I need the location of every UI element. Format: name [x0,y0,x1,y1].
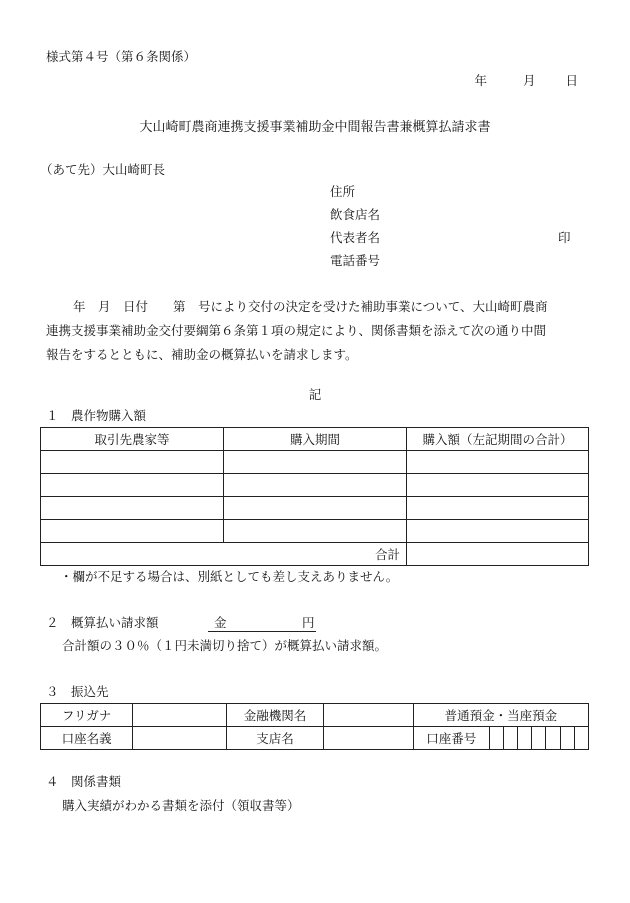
date-month: 月 [522,73,536,88]
section1-note: ・欄が不足する場合は、別紙としても差し支えありません。 [60,569,399,584]
addressee: （あて先）大山崎町長 [40,162,166,177]
bank-name-label: 金融機関名 [227,704,323,727]
deposit-type-select[interactable]: 普通預金・当座預金 [413,704,588,727]
account-digit-box[interactable] [560,727,574,750]
supplier-cell[interactable] [41,497,224,520]
account-digit-box[interactable] [532,727,546,750]
ki-heading: 記 [308,387,322,402]
kin-label: 金 [214,615,227,630]
account-digit-box[interactable] [518,727,532,750]
representative-label: 代表者名 [330,230,381,245]
account-digit-box[interactable] [546,727,560,750]
branch-label: 支店名 [227,727,323,750]
supplier-cell[interactable] [41,451,224,474]
bank-row-2 [41,727,589,750]
date-line [474,75,578,88]
furigana-label: フリガナ [41,704,133,727]
period-cell[interactable] [224,520,407,543]
bank-row-1 [41,704,589,727]
document-title: 大山崎町農商連携支援事業補助金中間報告書兼概算払請求書 [139,120,491,135]
phone-label: 電話番号 [330,253,381,268]
section4-text: 購入実績がわかる書類を添付（領収書等） [62,798,300,813]
period-cell[interactable] [224,497,407,520]
furigana-field[interactable] [133,704,227,727]
total-row [41,543,589,566]
table-header-row [41,428,589,451]
table-row [41,520,589,543]
body-line-1: 年 月 日付 第 号により交付の決定を受けた補助事業について、大山崎町農商 [73,299,548,314]
account-name-label: 口座名義 [41,727,133,750]
restaurant-label: 飲食店名 [330,207,381,222]
table-row [41,451,589,474]
section3-heading: ３ 振込先 [46,684,109,699]
table-row [41,497,589,520]
date-year: 年 [474,73,487,88]
period-cell[interactable] [224,451,407,474]
amount-cell[interactable] [407,474,589,497]
account-digit-box[interactable] [503,727,517,750]
amount-cell[interactable] [407,497,589,520]
form-number: 様式第４号（第６条関係） [46,49,197,64]
branch-field[interactable] [323,727,413,750]
section4-heading: ４ 関係書類 [46,774,122,789]
total-label: 合計 [41,543,407,566]
col-amount-header: 購入額（左記期間の合計） [407,428,589,451]
address-label: 住所 [330,184,356,199]
period-cell[interactable] [224,474,407,497]
amount-cell[interactable] [407,451,589,474]
supplier-cell[interactable] [41,520,224,543]
body-line-2: 連携支援事業補助金交付要綱第６条第１項の規定により、関係書類を添えて次の通り中間 [46,323,547,338]
account-number-label: 口座番号 [413,727,489,750]
account-digit-box[interactable] [574,727,588,750]
request-body [46,295,594,367]
table-row [41,474,589,497]
account-name-field[interactable] [133,727,227,750]
date-day: 日 [565,73,578,88]
account-digit-box[interactable] [489,727,503,750]
bank-account-table [40,703,589,750]
crop-purchase-table [40,427,589,566]
amount-cell[interactable] [407,520,589,543]
supplier-cell[interactable] [41,474,224,497]
section2-heading: ２ 概算払い請求額 [46,615,159,630]
amount-underline[interactable] [208,631,316,632]
yen-label: 円 [302,615,315,630]
section1-heading: １ 農作物購入額 [46,408,147,423]
col-supplier-header: 取引先農家等 [41,428,224,451]
body-line-3: 報告をするとともに、補助金の概算払いを請求します。 [46,347,358,362]
total-amount-cell[interactable] [407,543,589,566]
bank-name-field[interactable] [323,704,413,727]
section2-note: 合計額の３０％（１円未満切り捨て）が概算払い請求額。 [62,638,388,653]
seal-mark: 印 [558,230,571,245]
col-period-header: 購入期間 [224,428,407,451]
